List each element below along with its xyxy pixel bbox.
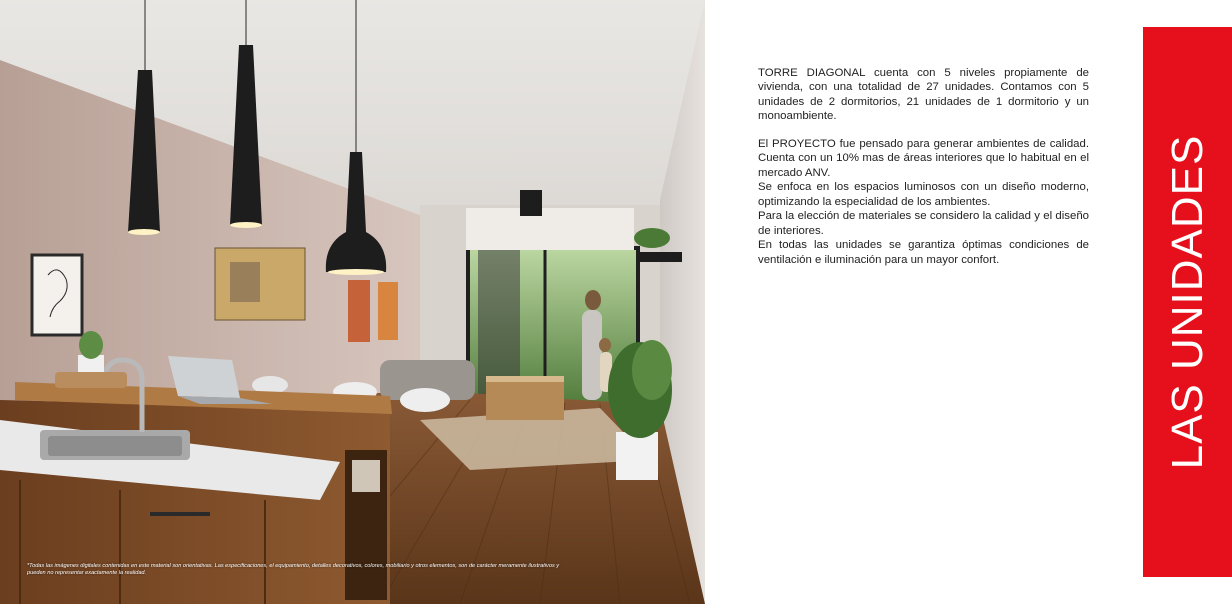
paragraph-design: Se enfoca en los espacios luminosos con un diseño moderno, optimizando la especialidad de los ambientes.	[758, 181, 1089, 208]
image-disclaimer: *Todas las imágenes digitales contenidas en este material son orientativas. Las especificaciones, el equipamiento, detalles decorativos, colores, mobiliario y otros elementos, son de carácter meramente ilustrativos y pueden no representar exactamente la realidad.	[27, 563, 560, 576]
section-title: LAS UNIDADES	[1162, 134, 1212, 470]
paragraph-materials: Para la elección de materiales se considero la calidad y el diseño de interiores.	[758, 210, 1089, 237]
paragraph-gap	[758, 124, 1089, 137]
paragraph-project: El PROYECTO fue pensado para generar ambientes de calidad. Cuenta con un 10% mas de áreas interiores que lo habitual en el mercado ANV.	[758, 137, 1089, 179]
section-title-band	[1143, 27, 1232, 577]
paragraph-comfort: En todas las unidades se garantiza óptimas condiciones de ventilación e iluminación para un mayor confort.	[758, 239, 1089, 266]
paragraph-overview: TORRE DIAGONAL cuenta con 5 niveles propiamente de vivienda, con una totalidad de 27 unidades. Contamos con 5 unidades de 2 dormitorios, 21 unidades de 1 dormitorio y un monoambiente.	[758, 67, 1089, 123]
units-description	[758, 66, 1089, 267]
